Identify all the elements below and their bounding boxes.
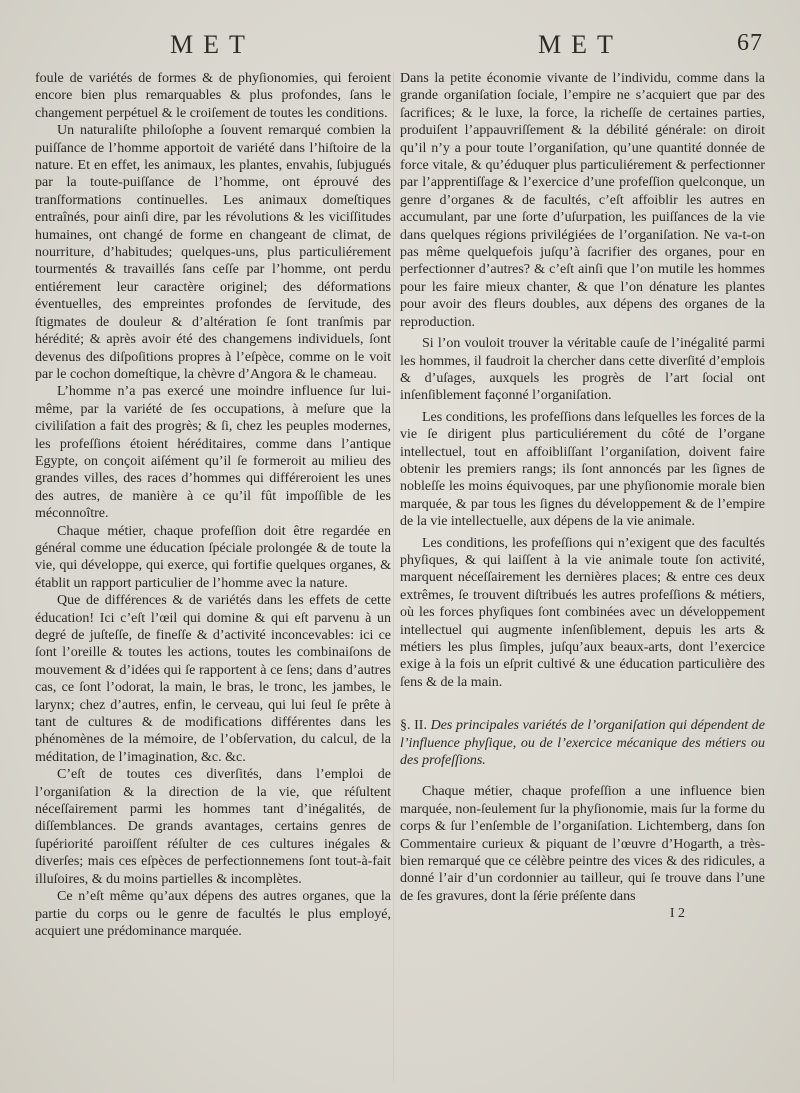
signature-mark: I 2 bbox=[669, 906, 685, 922]
running-header bbox=[0, 30, 800, 66]
paragraph: foule de variétés de formes & de phyſionomies, qui feroient encore bien plus remarquables & plus profondes, ſans le changement perpétuel & le croiſement de toutes les conditions. bbox=[35, 71, 391, 121]
paragraph: Dans la petite économie vivante de l’individu, comme dans la grande organiſation ſociale, l’empire ne s’acquiert que par des ſacrifices; & le luxe, la force, la richeſſe de certaines parties, produiſent l’appauvriſſement & la débilité générale: on diroit qu’il n’y a pour toute l’organiſation, qu’une quantité donnée de force vitale, & qu’éduquer plus particuliérement & perfectionner par l’apprentiſſage & l’exercice d’une profeſſion quelconque, un genre d’organes & de facultés, c’eſt affoiblir les autres en accumulant, par une ſorte d’uſurpation, les puiſſances de la vie dans quelques régions privilégiées de l’organiſation. Ne va-t-on pas même quelquefois juſqu’à ſacrifier des organes, pour en perfectionner d’autres? & c’eſt ainſi que l’on mutile les hommes pour les faire mieux chanter, & que l’on dénature les plantes pour avoir des fleurs doubles, aux dépens des organes de la reproduction. bbox=[400, 71, 765, 330]
page-number: 67 bbox=[737, 30, 763, 56]
paragraph: Un naturaliſte philoſophe a ſouvent remarqué combien la puiſſance de l’homme apportoit de variété dans l’hiſtoire de la nature. Et en effet, les animaux, les plantes, envahis, ſubjugués par la toute-puiſſance de l’homme, ont éprouvé des tranſformations continuelles. Les animaux domeſtiques entraînés, pour ainſi dire, par les révolutions & les viciſſitudes humaines, ont changé de forme en changeant de climat, de nourriture, d’habitudes; quelques-uns, plus particuliérement tourmentés & travaillés ſans ceſſe par l’homme, ont perdu entiérement leur caractère originel; des déformations éventuelles, des empreintes profondes de ſervitude, des ſtigmates de douleur & d’altération ſe ſont tranſmis par hérédité; & après avoir été des changemens individuels, ſont devenus des diſpoſitions propres à l’eſpèce, comme on le voit par le cochon domeſtique, la chèvre d’Angora & le chameau. bbox=[35, 123, 391, 382]
column-divider bbox=[393, 72, 394, 1082]
header-right-title: MET bbox=[538, 30, 623, 59]
paragraph: Que de différences & de variétés dans les effets de cette éducation! Ici c’eſt l’œil qui domine & qui eſt parvenu à un degré de juſteſſe, de fineſſe & d’activité inconcevables: ici ce ſont l’oreille & toutes les actions, toutes les combinaiſons de mouvement & d’idées qui ſe rapportent à ce ſens; dans d’autres cas, ce ſont l’odorat, la main, le bras, le tronc, les jambes, le larynx; chez d’autres, enfin, le cerveau, qui lui ſeul ſe prête à tant de cultures & de modifications différentes dans les phénomènes de la mémoire, de l’obſervation, du calcul, de la méditation, de l’imagination, &c. &c. bbox=[35, 593, 391, 765]
right-column bbox=[400, 70, 765, 923]
left-column bbox=[35, 70, 391, 940]
paragraph: Si l’on vouloit trouver la véritable cauſe de l’inégalité parmi les hommes, il faudroit la chercher dans cette diverſité d’emplois & d’uſages, auxquels les progrès de l’art ſocial ont inſenſiblement façonné l’organiſation. bbox=[400, 336, 765, 404]
section-title: Des principales variétés de l’organiſation qui dépendent de l’influence phyſique, ou de l’exercice mécanique des métiers ou des profeſſions. bbox=[400, 718, 766, 769]
paragraph: L’homme n’a pas exercé une moindre influence ſur lui-même, par la variété de ſes occupations, à meſure que la civiliſation a fait des progrès; & ſi, chez les peuples modernes, les profeſſions étoient héréditaires, comme dans l’antique Egypte, on conçoit aiſément qu’il ſe formeroit au milieu des grandes villes, des races d’hommes qui différeroient les unes des autres, de manière à ce qu’il fût impoſſible de les méconnoître. bbox=[35, 384, 391, 522]
section-heading bbox=[400, 717, 765, 769]
paragraph: Les conditions, les profeſſions dans leſquelles les forces de la vie ſe dirigent plus particuliérement du côté de l’organe intellectuel, tout en affoibliſſant l’organiſation, doivent faire obtenir les premiers rangs; ils ſont annoncés par les ſignes de nobleſſe les moins équivoques, par une phyſionomie morale bien marquée, & par tous les ſignes du développement & de l’empire de la vie intellectuelle, aux dépens de la vie animale. bbox=[400, 409, 765, 530]
paragraph: Ce n’eſt même qu’aux dépens des autres organes, que la partie du corps ou le genre de facultés le plus employé, acquiert une prédominance marquée. bbox=[35, 889, 391, 939]
paragraph: Chaque métier, chaque profeſſion doit être regardée en général comme une éducation ſpéciale prolongée & de toute la vie, qui développe, qui exerce, qui fortifie quelques organes, & établit un rapport particulier de l’homme avec la nature. bbox=[35, 523, 391, 591]
paragraph: C’eſt de toutes ces diverſités, dans l’emploi de l’organiſation & la direction de la vie, que réſultent néceſſairement parmi les hommes tant d’inégalités, de diſſemblances. De grands avantages, certains genres de ſupériorité paroiſſent réſulter de ces cultures inégales & diverſes; mais ces eſpèces de perfectionnemens ſont tout-à-fait illuſoires, & du moins partielles & incomplètes. bbox=[35, 767, 391, 887]
paragraph: Chaque métier, chaque profeſſion a une influence bien marquée, non-ſeulement ſur la phyſionomie, mais ſur la forme du corps & ſur l’enſemble de l’organiſation. Lichtemberg, dans ſon Commentaire curieux & piquant de l’œuvre d’Hogarth, a très-bien remarqué que ce célèbre peintre des vices & des ridicules, a donné l’air d’un cordonnier au tailleur, qui ſe trouve dans l’une de ſes gravures, dont la ſérie préſente dans bbox=[400, 784, 765, 904]
header-left-title: MET bbox=[170, 30, 255, 59]
paragraph: Les conditions, les profeſſions qui n’exigent que des facultés phyſiques, & qui laiſſent à la vie animale toute ſon activité, marquent néceſſairement les dernières places; & entre ces deux extrêmes, ſe trouvent diſtribués les autres profeſſions & métiers, où les forces phyſiques ſont combinées avec un développement intellectuel qui augmente inſenſiblement, depuis les arts & métiers les plus ſimples, juſqu’aux beaux-arts, dont l’exercice exige à la fois un eſprit cultivé & une éducation particulière des ſens & de la main. bbox=[400, 535, 765, 690]
section-number: §. II. bbox=[400, 718, 427, 734]
